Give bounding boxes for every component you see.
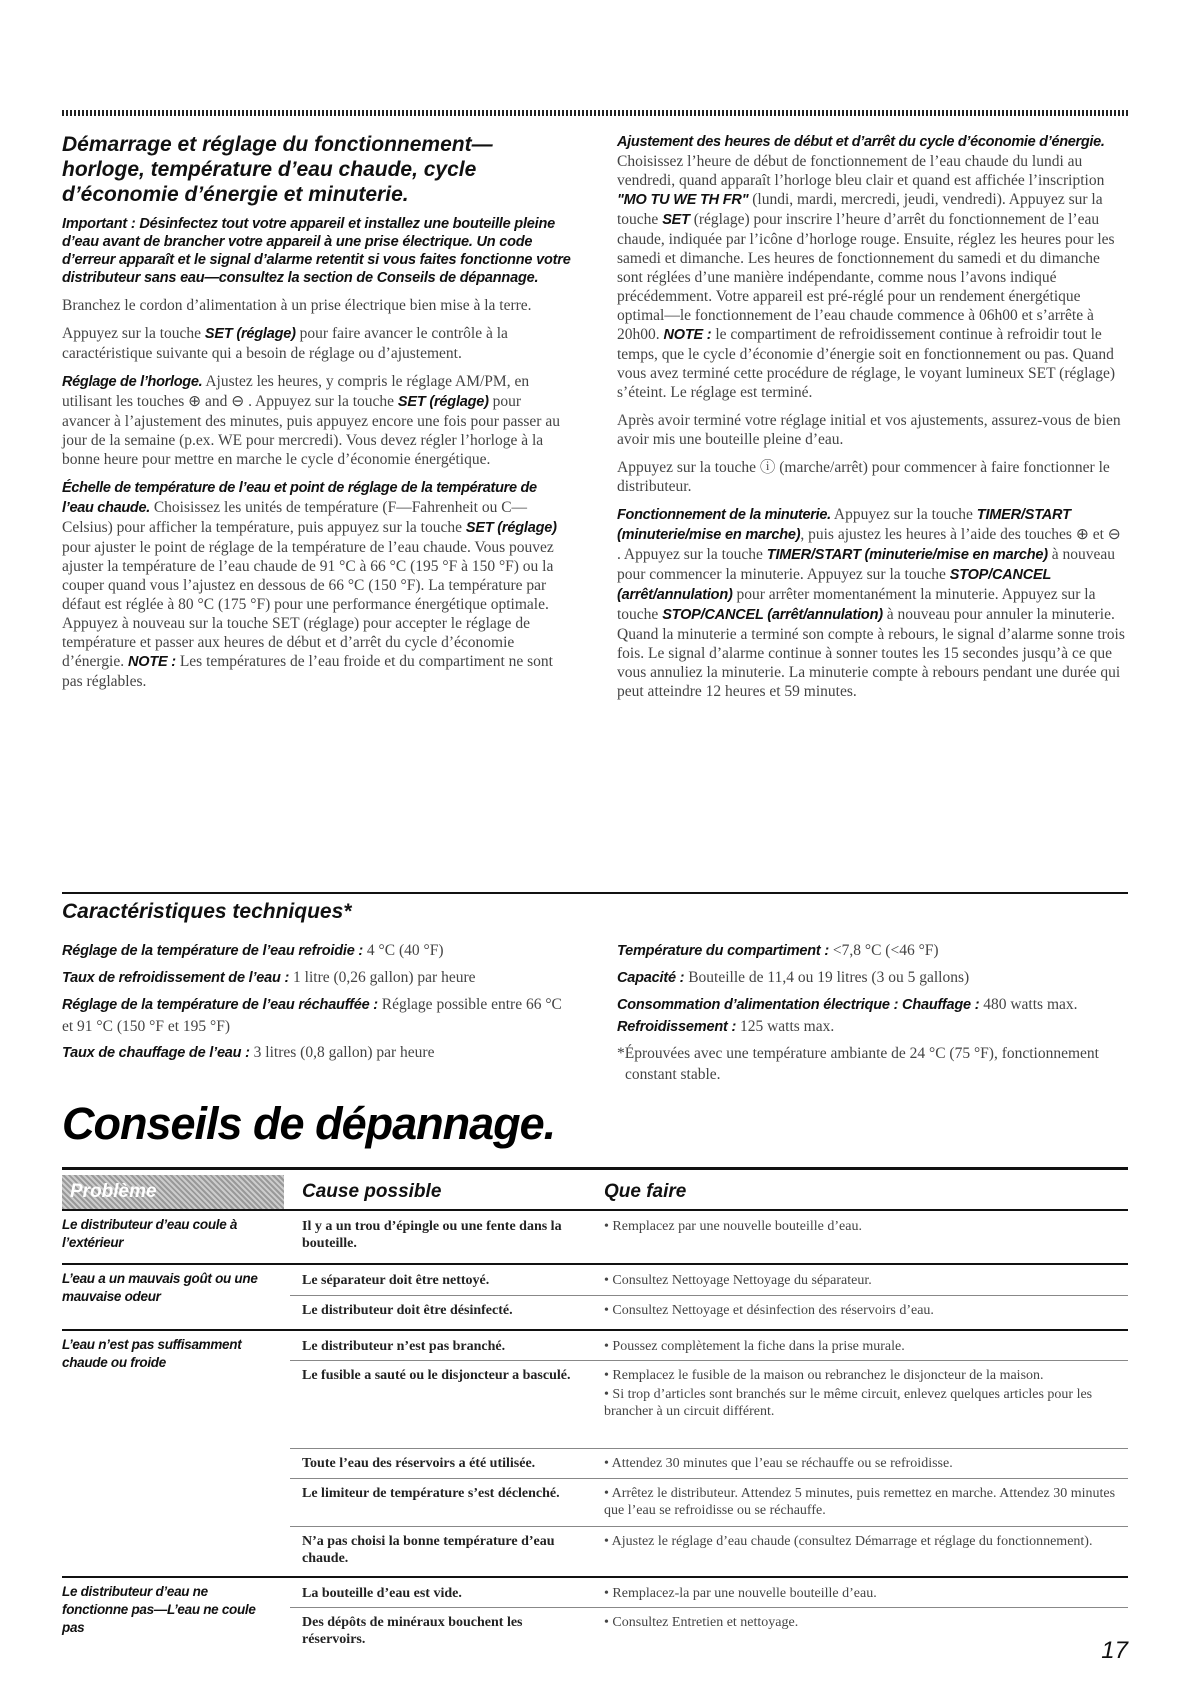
problem-temperature: L’eau n’est pas suffisamment chaude ou froide xyxy=(62,1337,242,1370)
header-cause: Cause possible xyxy=(302,1181,442,1202)
set-paragraph: Appuyez sur la touche SET (réglage) pour faire avancer le contrôle à la caractéristique suivante qui a besoin de réglage ou d’ajustement. xyxy=(62,325,508,362)
row-rule xyxy=(290,1448,1128,1449)
temperature-paragraph: Échelle de température de l’eau et point de réglage de la température de l’eau chaude. Choisissez les unités de température (F—Fahrenheit ou C—Celsius) pour afficher la température, puis appuyez sur la touche SET (réglage) pour ajuster le point de réglage de la température de l’eau chaude. Vous pouvez ajuster la température de l’eau chaude de 91 °C à 66 °C (195 °F à 150 °F) ou la couper quand vous l’ajustez en dessous de 66 °C (150 °F). La température par défaut est réglée à 80 °C (175 °F) pour une performance énergétique optimale. Appuyez à nouveau sur la touche SET (réglage) pour accepter le réglage de température et passer aux heures de début et d’arrêt du cycle d’économie d’énergie. NOTE : Les températures de l’eau froide et du compartiment ne sont pas réglables. xyxy=(62,480,557,690)
spec-power: Consommation d’alimentation électrique : Chauffage : 480 watts max. Refroidissement : 125 watts max. xyxy=(617,996,1078,1035)
cause-text: Le limiteur de température s’est déclenché. xyxy=(302,1486,560,1501)
todo-text: • Remplacez par une nouvelle bouteille d’eau. xyxy=(604,1219,862,1234)
row-rule xyxy=(290,1607,1128,1608)
cause-text: N’a pas choisi la bonne température d’eau chaude. xyxy=(302,1534,555,1566)
cause-text: La bouteille d’eau est vide. xyxy=(302,1586,462,1601)
todo-text: • Remplacez-la par une nouvelle bouteille d’eau. xyxy=(604,1586,877,1601)
spec-item: Réglage de la température de l’eau réchauffée : Réglage possible entre 66 °C et 91 °C (150 °F et 195 °F) xyxy=(62,996,562,1035)
problem-no-flow: Le distributeur d’eau ne fonctionne pas—L’eau ne coule pas xyxy=(62,1584,256,1635)
todo-text: • Consultez Nettoyage et désinfection des réservoirs d’eau. xyxy=(604,1303,934,1318)
row-rule xyxy=(290,1295,1128,1296)
cause-text: Le fusible a sauté ou le disjoncteur a basculé. xyxy=(302,1368,571,1383)
specs-left xyxy=(62,935,572,1064)
spec-item: Capacité : Bouteille de 11,4 ou 19 litres (3 ou 5 gallons) xyxy=(617,969,970,986)
cause-text: Des dépôts de minéraux bouchent les réservoirs. xyxy=(302,1615,523,1647)
group-rule xyxy=(62,1263,1128,1265)
clock-paragraph: Réglage de l’horloge. Ajustez les heures, y compris le réglage AM/PM, en utilisant les touches ⊕ and ⊖ . Appuyez sur la touche SET (réglage) pour avancer à l’ajustement des minutes, puis appuyez encore une fois pour passer au jour de la semaine (p.ex. WE pour mercredi). Vous devez régler l’horloge à la bonne heure pour mettre en marche le cycle d’économie énergétique. xyxy=(62,373,560,468)
header-todo: Que faire xyxy=(604,1181,687,1202)
todo-text: • Consultez Entretien et nettoyage. xyxy=(604,1615,799,1630)
problem-leak: Le distributeur d’eau coule à l’extérieur xyxy=(62,1217,238,1250)
spec-item: Taux de chauffage de l’eau : 3 litres (0,8 gallon) par heure xyxy=(62,1044,435,1061)
specs-right xyxy=(617,935,1128,1085)
header-problem: Problème xyxy=(62,1175,284,1209)
table-top-rule xyxy=(62,1167,1128,1170)
timer-paragraph: Fonctionnement de la minuterie. Appuyez sur la touche TIMER/START (minuterie/mise en marche), puis ajustez les heures à l’aide des touches ⊕ et ⊖ . Appuyez sur la touche TIMER/START (minuterie/mise en marche) à nouveau pour commencer la minuterie. Appuyez sur la touche STOP/CANCEL (arrêt/annulation) pour arrêter momentanément la minuterie. Appuyez sur la touche STOP/CANCEL (arrêt/annulation) à nouveau pour annuler la minuterie. Quand la minuterie a terminé son compte à rebours, le signal d’alarme sonne trois fois. Le signal d’alarme continue à sonner toutes les 15 secondes jusqu’à ce que vous annuliez la minuterie. La minuterie compte à rebours pendant une durée qui peut atteindre 12 heures et 59 minutes. xyxy=(617,506,1125,700)
todo-text: • Remplacez le fusible de la maison ou rebranchez le disjoncteur de la maison. • Si trop d’articles sont branchés sur le même circuit, enlevez quelques articles pour les brancher à un circuit différent. xyxy=(604,1368,1093,1419)
specs-title: Caractéristiques techniques* xyxy=(62,900,352,923)
power-paragraph: Appuyez sur la touche ⓘ (marche/arrêt) pour commencer à faire fonctionner le distributeur. xyxy=(617,459,1110,495)
group-rule xyxy=(62,1576,1128,1578)
cause-text: Le séparateur doit être nettoyé. xyxy=(302,1273,490,1288)
problem-taste: L’eau a un mauvais goût ou une mauvaise odeur xyxy=(62,1271,258,1304)
page-number: 17 xyxy=(1101,1637,1128,1664)
todo-text: • Poussez complètement la fiche dans la prise murale. xyxy=(604,1339,905,1354)
spec-item: Taux de refroidissement de l’eau : 1 litre (0,26 gallon) par heure xyxy=(62,969,476,986)
plug-in-paragraph: Branchez le cordon d’alimentation à un prise électrique bien mise à la terre. xyxy=(62,297,532,314)
cause-text: Toute l’eau des réservoirs a été utilisée. xyxy=(302,1456,536,1471)
eco-paragraph: Ajustement des heures de début et d’arrêt du cycle d’économie d’énergie. Choisissez l’heure de début de fonctionnement de l’eau chaude du lundi au vendredi, quand apparaît l’horloge bleu clair et quand est affichée l’inscription "MO TU WE TH FR" (lundi, mardi, mercredi, jeudi, vendredi). Appuyez sur la touche SET (réglage) pour inscrire l’heure d’arrêt du fonctionnement de l’eau chaude, indiquée par l’icône d’horloge rouge. Ensuite, réglez les heures pour les samedi et dimanche. Les heures de fonctionnement du samedi et du dimanche sont réglées d’une manière indépendante, comme nous l’avons indiqué précédemment. Votre appareil est pré-réglé pour un rendement énergétique optimal—le fonctionnement de l’eau chaude commence à 06h00 et s’arrête à 20h00. NOTE : le compartiment de refroidissement continue à refroidir tout le temps, que le cycle d’économie d’énergie soit en fonctionnement ou pas. Quand vous avez terminé cette procédure de réglage, le voyant lumineux SET (réglage) s’éteint. Le réglage est terminé. xyxy=(617,134,1116,401)
todo-text: • Attendez 30 minutes que l’eau se réchauffe ou se refroidisse. xyxy=(604,1456,953,1471)
top-rule xyxy=(62,110,1128,116)
left-column xyxy=(62,132,572,691)
group-rule xyxy=(62,1329,1128,1331)
todo-text: • Arrêtez le distributeur. Attendez 5 minutes, puis remettez en marche. Attendez 30 minutes que l’eau se refroidisse ou se réchauffe. xyxy=(604,1486,1116,1518)
important-note: Important : Désinfectez tout votre appareil et installez une bouteille pleine d’eau avant de brancher votre appareil à une prise électrique. Un code d’erreur apparaît et le signal d’alarme retentit si vous faites fonctionne votre distributeur sans eau—consultez la section de Conseils de dépannage. xyxy=(62,216,571,286)
section-title: Démarrage et réglage du fonctionnement—horloge, température d’eau chaude, cycle d’économie d’énergie et minuterie. xyxy=(62,133,493,206)
row-rule xyxy=(290,1526,1128,1527)
specs-rule xyxy=(62,892,1128,894)
row-rule xyxy=(290,1360,1128,1361)
todo-text: • Ajustez le réglage d’eau chaude (consultez Démarrage et réglage du fonctionnement). xyxy=(604,1534,1093,1549)
cause-text: Le distributeur doit être désinfecté. xyxy=(302,1303,513,1318)
spec-item: Réglage de la température de l’eau refroidie : 4 °C (40 °F) xyxy=(62,942,444,959)
right-column xyxy=(617,132,1128,701)
after-setup-paragraph: Après avoir terminé votre réglage initial et vos ajustements, assurez-vous de bien avoir mis une bouteille pleine d’eau. xyxy=(617,412,1121,448)
cause-text: Le distributeur n’est pas branché. xyxy=(302,1339,506,1354)
spec-item: Température du compartiment : <7,8 °C (<46 °F) xyxy=(617,942,939,959)
todo-text: • Consultez Nettoyage Nettoyage du séparateur. xyxy=(604,1273,872,1288)
row-rule xyxy=(290,1478,1128,1479)
troubleshooting-title: Conseils de dépannage. xyxy=(62,1098,556,1149)
cause-text: Il y a un trou d’épingle ou une fente dans la bouteille. xyxy=(302,1219,562,1251)
spec-footnote: *Éprouvées avec une température ambiante de 24 °C (75 °F), fonctionnement constant stable. xyxy=(617,1045,1099,1083)
header-rule xyxy=(62,1209,1128,1211)
